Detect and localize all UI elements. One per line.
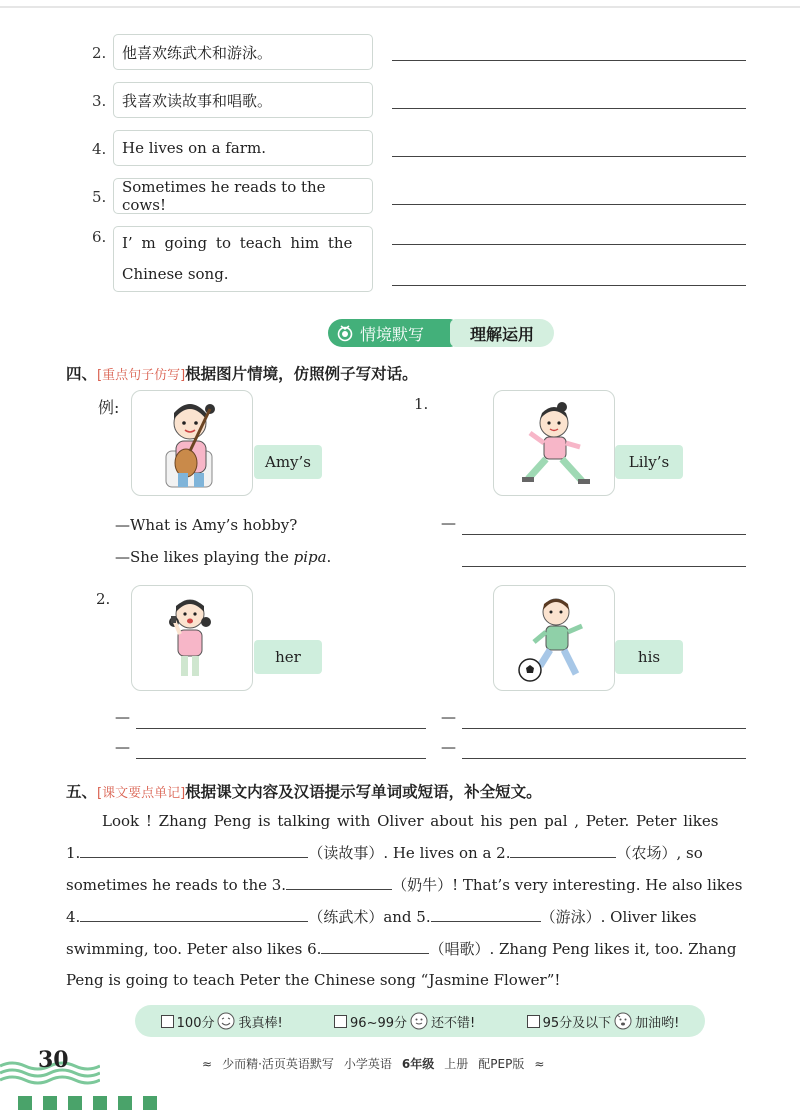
section-number: 五、 (66, 783, 98, 801)
example-picture-card (131, 390, 253, 496)
example-question: —What is Amy’s hobby? (115, 516, 298, 534)
answer-line[interactable] (462, 566, 746, 567)
name-tag: Amy’s (254, 445, 322, 479)
answer-line[interactable] (462, 728, 746, 729)
sentence-text: Chinese song. (122, 265, 229, 283)
example-answer-italic: pipa (293, 548, 327, 566)
dash: — (441, 514, 456, 532)
name-tag: Lily’s (615, 445, 683, 479)
answer-line[interactable] (392, 285, 746, 286)
sentence-box (113, 34, 373, 70)
passage-text: Look ! Zhang Peng is talking with Oliver about his pen pal , Peter. Peter likes (102, 812, 719, 830)
example-answer-end: . (326, 548, 332, 566)
answer-line[interactable] (136, 758, 426, 759)
answer-line[interactable] (392, 204, 746, 205)
passage-text (66, 901, 697, 933)
score-comment: 加油哟! (635, 1015, 680, 1031)
decorative-squares (18, 1096, 157, 1110)
decor-square (18, 1096, 32, 1110)
section-instruction: 根据课文内容及汉语提示写单词或短语，补全短文。 (185, 783, 542, 801)
sentence-box (113, 178, 373, 214)
answer-line[interactable] (462, 758, 746, 759)
banner-left-text: 情境默写 (360, 324, 425, 344)
page-number: 30 (38, 1047, 69, 1073)
score-comment: 我真棒! (238, 1015, 283, 1031)
sentence-text: I’ m going to teach him the (122, 234, 353, 252)
name-tag: his (615, 640, 683, 674)
passage-line (66, 869, 748, 901)
dash: — (441, 708, 456, 726)
passage-text: （唱歌）. Zhang Peng likes it, too. Zhang (429, 940, 737, 958)
section-number: 四、 (66, 365, 98, 383)
score-range: 100分 (176, 1015, 215, 1031)
banner-right (450, 319, 554, 347)
passage-text: （农场）, so (616, 844, 703, 862)
checkbox[interactable] (334, 1015, 347, 1028)
passage-text (66, 837, 703, 869)
edition: 配PEP版 (478, 1057, 525, 1071)
banner-left (328, 319, 456, 347)
score-comment: 还不错! (431, 1015, 476, 1031)
answer-line[interactable] (462, 534, 746, 535)
section-tag: [课文要点单记] (97, 786, 186, 801)
girl-playing-pipa-illustration (132, 391, 253, 496)
passage-line (66, 901, 748, 933)
footer-info (202, 1055, 544, 1072)
passage-text: sometimes he reads to the 3. (66, 876, 287, 894)
passage-line (66, 837, 748, 869)
his-picture-card (493, 585, 615, 691)
decor-square (68, 1096, 82, 1110)
passage-text: （游泳）. Oliver likes (540, 908, 697, 926)
passage-line (66, 965, 748, 996)
term: 上册 (444, 1057, 469, 1071)
section-instruction: 根据图片情境，仿照例子写对话。 (185, 365, 418, 383)
name-tag: her (254, 640, 322, 674)
item-number: 1. (414, 395, 429, 413)
example-answer-text: —She likes playing the (115, 548, 294, 566)
answer-line[interactable] (392, 108, 746, 109)
dash: — (115, 708, 130, 726)
decor-square (93, 1096, 107, 1110)
score-item (334, 1012, 475, 1031)
blank-2[interactable] (510, 837, 616, 858)
answer-line[interactable] (392, 244, 746, 245)
medal-icon (336, 324, 354, 342)
answer-line[interactable] (392, 60, 746, 61)
smile-face-icon (410, 1012, 428, 1030)
series-name: 少而精·活页英语默写 (222, 1057, 334, 1071)
passage-text: （读故事）. He lives on a 2. (308, 844, 511, 862)
sentence-box (113, 130, 373, 166)
decor-square (143, 1096, 157, 1110)
her-picture-card (131, 585, 253, 691)
banner-right-text: 理解运用 (469, 324, 534, 344)
wave-mark-icon: ≈ (534, 1056, 545, 1071)
blank-4[interactable] (80, 901, 308, 922)
girl-singing-illustration (132, 586, 253, 691)
passage-text: Peng is going to teach Peter the Chinese song “Jasmine Flower”! (66, 971, 561, 989)
row-number: 4. (92, 140, 107, 158)
example-label: 例: (98, 398, 120, 417)
sentence-box (113, 82, 373, 118)
row-number: 6. (92, 228, 107, 246)
passage-line (66, 933, 748, 965)
sentence-text: Sometimes he reads to the cows! (122, 178, 326, 214)
excited-face-icon (217, 1012, 235, 1030)
blank-3[interactable] (286, 869, 392, 890)
passage (66, 806, 748, 996)
sentence-text: He lives on a farm. (122, 139, 266, 157)
answer-line[interactable] (392, 156, 746, 157)
score-item (527, 1012, 680, 1031)
boy-playing-football-illustration (494, 586, 615, 691)
checkbox[interactable] (527, 1015, 540, 1028)
sentence-text: 他喜欢练武术和游泳。 (122, 43, 273, 62)
decor-square (43, 1096, 57, 1110)
dash: — (441, 738, 456, 756)
score-range: 96~99分 (350, 1015, 408, 1031)
wave-mark-icon: ≈ (202, 1056, 213, 1071)
answer-line[interactable] (136, 728, 426, 729)
subject: 小学英语 (343, 1057, 392, 1071)
example-answer (115, 548, 331, 566)
score-bar (135, 1005, 705, 1037)
passage-text: （练武术）and 5. (308, 908, 431, 926)
cheer-face-icon (614, 1012, 632, 1030)
score-item (161, 1012, 283, 1031)
row-number: 2. (92, 44, 107, 62)
row-number: 5. (92, 188, 107, 206)
passage-text: （奶牛）! That’s very interesting. He also likes (392, 876, 743, 894)
passage-text (66, 933, 736, 965)
item-number: 2. (96, 590, 111, 608)
girl-doing-wushu-illustration (494, 391, 615, 496)
blank-6[interactable] (321, 933, 429, 954)
passage-text: swimming, too. Peter also likes 6. (66, 940, 322, 958)
row-number: 3. (92, 92, 107, 110)
lily-picture-card (493, 390, 615, 496)
passage-text (66, 869, 742, 901)
section-tag: [重点句子仿写] (97, 368, 186, 383)
blank-number: 4. (66, 908, 81, 926)
blank-5[interactable] (431, 901, 541, 922)
grade: 6年级 (401, 1057, 435, 1071)
section-banner (328, 319, 554, 347)
decor-square (118, 1096, 132, 1110)
blank-number: 1. (66, 844, 81, 862)
dash: — (115, 738, 130, 756)
section4-title (66, 362, 418, 384)
checkbox[interactable] (161, 1015, 174, 1028)
passage-line (66, 806, 748, 837)
sentence-box (113, 226, 373, 292)
score-range: 95分及以下 (542, 1015, 612, 1031)
sentence-text: 我喜欢读故事和唱歌。 (122, 91, 273, 110)
blank-1[interactable] (80, 837, 308, 858)
section5-title (66, 780, 542, 802)
top-border (0, 6, 800, 8)
